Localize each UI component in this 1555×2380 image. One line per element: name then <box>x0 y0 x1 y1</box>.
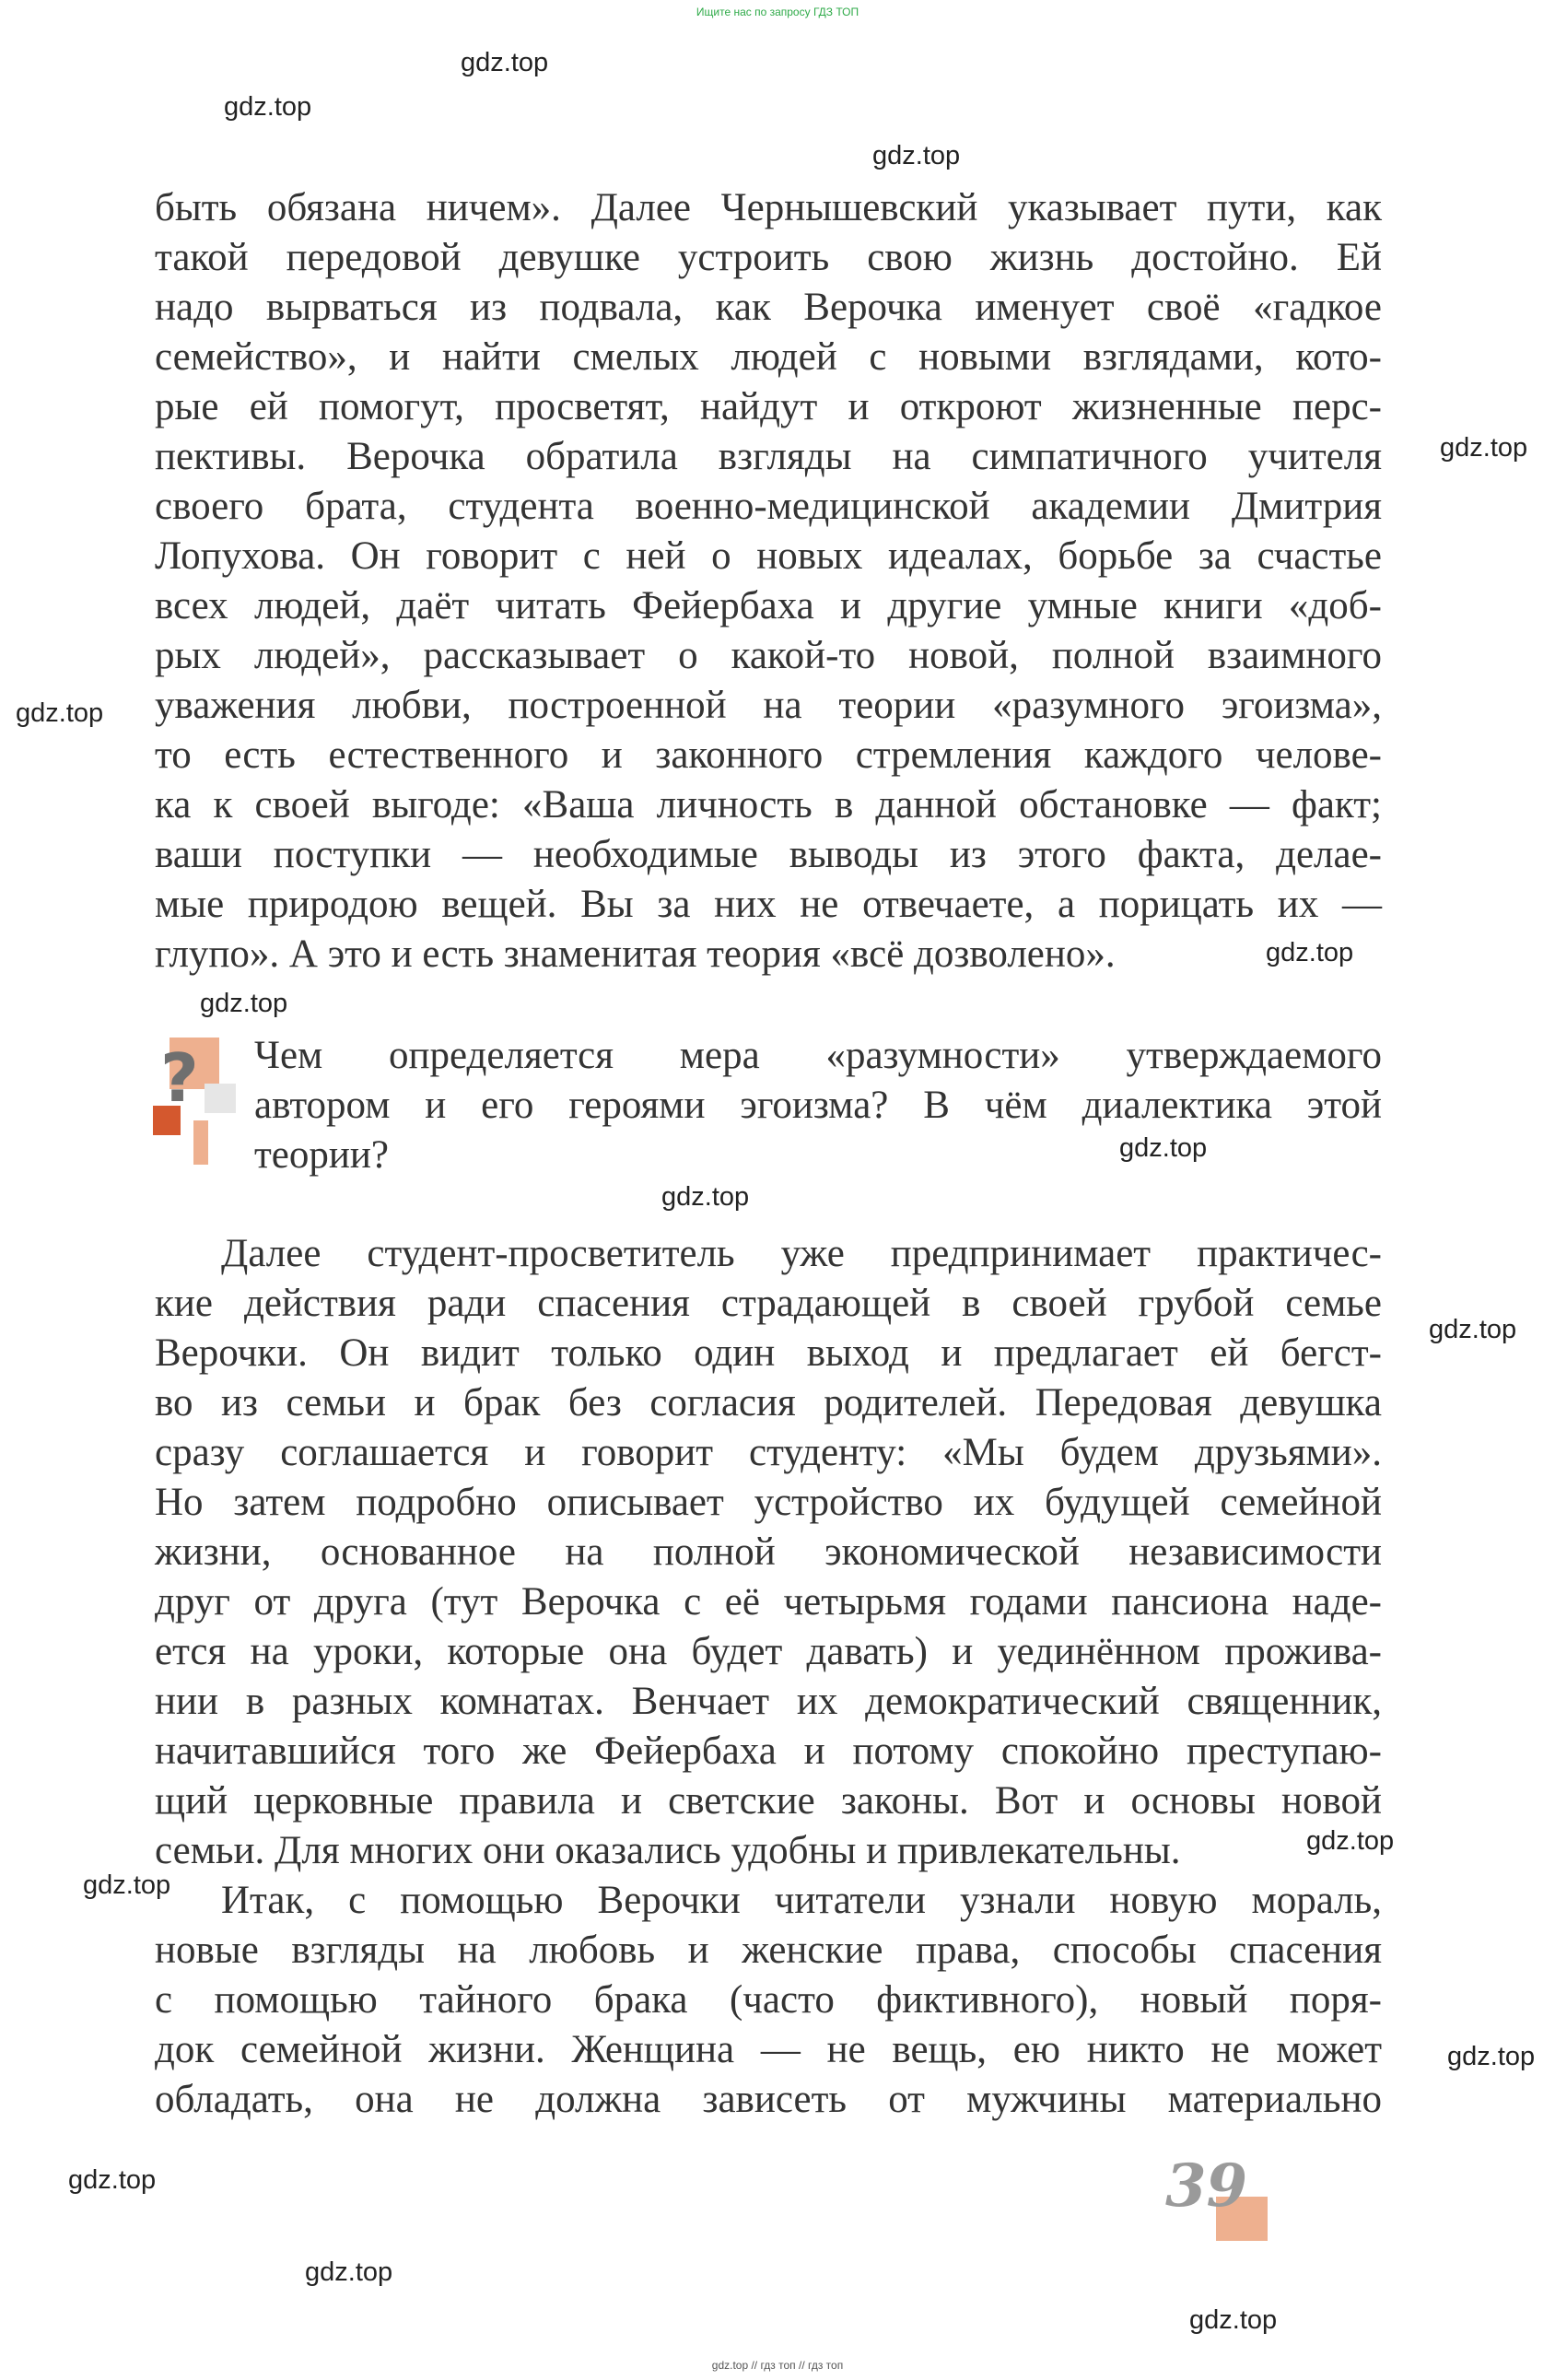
text-line: ваши поступки — необходимые выводы из этого факта, делае- <box>155 833 1382 876</box>
text-line: жизни, основанное на полной экономической независимости <box>155 1530 1382 1574</box>
text-line: рые ей помогут, просветят, найдут и откроют жизненные перс- <box>155 385 1382 428</box>
text-line: своего брата, студента военно-медицинской академии Дмитрия <box>155 485 1382 528</box>
text-line: всех людей, даёт читать Фейербаха и другие умные книги «доб- <box>155 584 1382 627</box>
top-banner: Ищите нас по запросу ГДЗ ТОП <box>696 6 859 18</box>
watermark: gdz.top <box>68 2165 157 2195</box>
text-line: мые природою вещей. Вы за них не отвечаете, а порицать их — <box>155 883 1382 926</box>
text-line: Далее студент-просветитель уже предпринимает практичес- <box>221 1232 1382 1275</box>
watermark: gdz.top <box>661 1182 750 1212</box>
text-line: начитавшийся того же Фейербаха и потому спокойно преступаю- <box>155 1729 1382 1773</box>
watermark: gdz.top <box>1429 1315 1517 1344</box>
text-line: такой передовой девушке устроить свою жизнь достойно. Ей <box>155 236 1382 279</box>
text-line: обладать, она не должна зависеть от мужчины материально <box>155 2078 1382 2121</box>
text-line: сразу соглашается и говорит студенту: «Мы будем друзьями». <box>155 1431 1382 1474</box>
text-line: надо вырваться из подвала, как Верочка именует своё «гадкое <box>155 286 1382 329</box>
text-line: семьи. Для многих они оказались удобны и привлекательны. <box>155 1829 1181 1872</box>
text-line: ка к своей выгоде: «Ваша личность в данной обстановке — факт; <box>155 783 1382 827</box>
question-mark-symbol: ? <box>160 1039 199 1117</box>
text-line: док семейной жизни. Женщина — не вещь, ею никто не может <box>155 2028 1382 2071</box>
text-line: глупо». А это и есть знаменитая теория «всё дозволено». <box>155 932 1116 976</box>
text-line: во из семьи и брак без согласия родителей. Передовая девушка <box>155 1381 1382 1424</box>
text-line: Чем определяется мера «разумности» утверждаемого <box>254 1034 1382 1077</box>
watermark: gdz.top <box>83 1870 171 1900</box>
watermark: gdz.top <box>872 141 961 170</box>
text-line: щий церковные правила и светские законы. Вот и основы новой <box>155 1779 1382 1823</box>
paragraph-1 <box>155 183 1382 979</box>
icon-square <box>205 1084 236 1113</box>
icon-square <box>193 1120 208 1165</box>
text-line: друг от друга (тут Верочка с её четырьмя годами пансиона наде- <box>155 1580 1382 1624</box>
text-line: Итак, с помощью Верочки читатели узнали новую мораль, <box>221 1879 1382 1922</box>
text-line: автором и его героями эгоизма? В чём диалектика этой <box>254 1084 1382 1127</box>
watermark: gdz.top <box>305 2257 393 2287</box>
text-line: новые взгляды на любовь и женские права, способы спасения <box>155 1929 1382 1972</box>
watermark: gdz.top <box>224 92 312 122</box>
watermark: gdz.top <box>1447 2042 1536 2071</box>
watermark: gdz.top <box>1440 433 1528 463</box>
watermark: gdz.top <box>1266 938 1354 967</box>
bottom-banner: gdz.top // гдз топ // гдз топ <box>711 2359 844 2372</box>
text-line: уважения любви, построенной на теории «разумного эгоизма», <box>155 684 1382 727</box>
page-number: 39 <box>1165 2151 1248 2221</box>
question-text <box>254 1031 1382 1180</box>
question-mark-icon <box>153 1032 238 1170</box>
text-line: нии в разных комнатах. Венчает их демократический священник, <box>155 1680 1382 1723</box>
watermark: gdz.top <box>1119 1133 1208 1163</box>
text-line: то есть естественного и законного стремления каждого челове- <box>155 733 1382 777</box>
text-line: с помощью тайного брака (часто фиктивного), новый поря- <box>155 1978 1382 2022</box>
text-line: ется на уроки, которые она будет давать) и уединённом прожива- <box>155 1630 1382 1673</box>
text-line: пективы. Верочка обратила взгляды на симпатичного учителя <box>155 435 1382 478</box>
watermark: gdz.top <box>1306 1826 1395 1856</box>
text-line: семейство», и найти смелых людей с новыми взглядами, кото- <box>155 335 1382 379</box>
text-line: кие действия ради спасения страдающей в своей грубой семье <box>155 1282 1382 1325</box>
watermark: gdz.top <box>16 698 104 728</box>
paragraph-3 <box>155 1876 1382 2125</box>
watermark: gdz.top <box>1189 2305 1278 2335</box>
watermark: gdz.top <box>200 989 288 1018</box>
text-line: быть обязана ничем». Далее Чернышевский указывает пути, как <box>155 186 1382 229</box>
text-line: Лопухова. Он говорит с ней о новых идеалах, борьбе за счастье <box>155 534 1382 578</box>
paragraph-2 <box>155 1229 1382 1876</box>
text-line: теории? <box>254 1133 389 1177</box>
text-line: рых людей», рассказывает о какой-то новой, полной взаимного <box>155 634 1382 677</box>
watermark: gdz.top <box>461 48 549 77</box>
text-line: Верочки. Он видит только один выход и предлагает ей бегст- <box>155 1331 1382 1375</box>
text-line: Но затем подробно описывает устройство их будущей семейной <box>155 1481 1382 1524</box>
